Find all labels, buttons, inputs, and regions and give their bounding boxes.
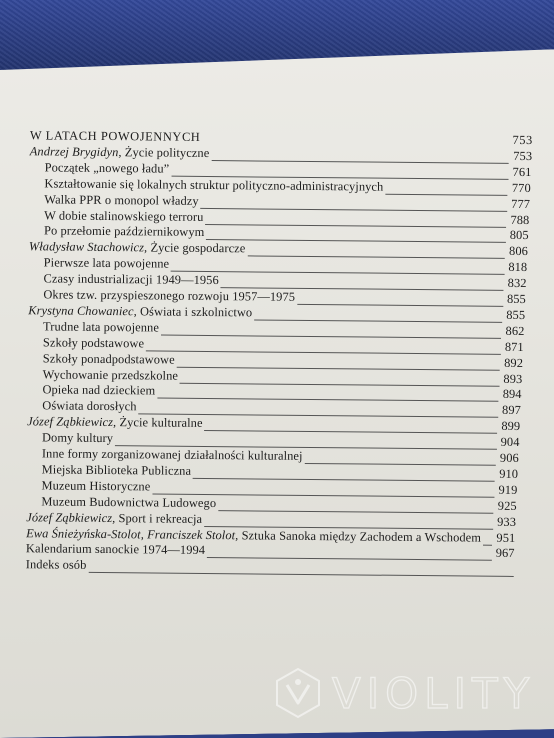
- toc-entry-text: Oświata i szkolnictwo: [136, 304, 253, 320]
- toc-entry-title: [43, 366, 179, 383]
- watermark-text: VIOLITY: [332, 668, 536, 718]
- toc-entry-author: Krystyna Chowaniec,: [28, 303, 137, 319]
- toc-entry-text: Muzeum Historyczne: [41, 478, 151, 494]
- toc-entry-text: Trudne lata powojenne: [43, 319, 160, 335]
- toc-page-number: 818: [508, 260, 528, 275]
- toc-entry-title: [42, 430, 113, 447]
- toc-page-number: 805: [509, 228, 529, 243]
- toc-page-number: 910: [499, 466, 519, 481]
- toc-entry-text: Początek „nowego ładu”: [44, 160, 170, 176]
- toc-page-number: 906: [499, 450, 519, 465]
- toc-page-number: 925: [497, 498, 517, 513]
- toc-page-number: 919: [498, 482, 518, 497]
- toc-entry-text: Życie kulturalne: [116, 415, 203, 431]
- toc-page-number: 899: [501, 419, 521, 434]
- toc-entry-text: Miejska Biblioteka Publiczna: [41, 462, 192, 478]
- toc-entry-title: [26, 557, 87, 574]
- toc-page-number: 897: [501, 403, 522, 418]
- toc-entry-text: Kalendarium sanockie 1974—1994: [25, 541, 206, 558]
- toc-page-number: 862: [505, 323, 525, 338]
- violity-logo-icon: [272, 667, 324, 719]
- toc-entry-text: Po przełomie październikowym: [43, 223, 205, 240]
- toc-entry-text: Sztuka Sanoka między Zachodem a Wschodem: [238, 527, 482, 545]
- watermark: [272, 663, 542, 723]
- toc-entry-title: [43, 334, 144, 351]
- toc-entry-text: Kształtowanie się lokalnych struktur polityczno-administracyjnych: [44, 176, 384, 194]
- toc-page-number: 967: [495, 546, 515, 561]
- toc-entry-author: Andrzej Brygidyn,: [29, 144, 122, 160]
- toc-page-number: 855: [506, 307, 526, 322]
- toc-page-number: 788: [510, 212, 530, 227]
- toc-entry-title: [44, 191, 199, 208]
- toc-page-number: 904: [500, 434, 520, 450]
- toc-entry-title: [27, 413, 203, 431]
- toc-page-number: 770: [511, 180, 531, 195]
- toc-page-number: 894: [502, 387, 522, 402]
- toc-entry-title: [44, 207, 203, 225]
- toc-entry-text: Indeks osób: [25, 557, 87, 573]
- toc-entry-text: Życie gospodarcze: [147, 240, 246, 256]
- toc-entry-title: [30, 127, 201, 145]
- toc-page-number: 893: [503, 371, 523, 386]
- toc-page-number: 855: [506, 291, 526, 307]
- toc-entry-title: [44, 223, 205, 241]
- toc-entry-text: Walka PPR o monopol władzy: [44, 192, 199, 208]
- toc-page-number: 777: [511, 196, 531, 211]
- toc-entry-title: [42, 461, 192, 478]
- toc-entry-title: [41, 493, 216, 511]
- toc-page-number: 892: [504, 355, 524, 370]
- toc-entry-text: Czasy industrializacji 1949—1956: [43, 271, 219, 288]
- toc-entry-text: Pierwsze lata powojenne: [43, 255, 170, 271]
- toc-entry-text: Domy kultury: [41, 430, 114, 446]
- toc-page-number: 806: [509, 244, 529, 259]
- toc-entry-title: [43, 271, 218, 289]
- toc-entry-text: Inne formy zorganizowanej działalności kulturalnej: [41, 446, 303, 463]
- toc-entry-author: Ewa Śnieżyńska-Stolot, Franciszek Stolot,: [26, 525, 239, 542]
- toc-entry-title: [26, 541, 205, 559]
- toc-entry-title: [44, 255, 170, 272]
- toc-entry-text: Szkoły podstawowe: [42, 335, 145, 351]
- toc-entry-text: Życie polityczne: [121, 145, 210, 160]
- toc-entry-text: Wychowanie przedszkolne: [42, 366, 179, 383]
- toc-entry-text: Sport i rekreacja: [115, 510, 203, 526]
- toc-entry-text: Opieka nad dzieckiem: [42, 382, 156, 398]
- toc-page-number: 933: [497, 514, 517, 529]
- toc-entry-author: Józef Ząbkiewicz,: [27, 414, 117, 430]
- toc-entry-text: Szkoły ponadpodstawowe: [42, 351, 175, 367]
- toc-entry-text: Oświata dorosłych: [42, 398, 137, 414]
- toc-page-number: 753: [512, 132, 533, 148]
- toc-entry-title: [26, 509, 202, 527]
- toc-entry-text: Okres tzw. przyspieszonego rozwoju 1957—1975: [43, 287, 296, 304]
- toc-entry-author: Józef Ząbkiewicz,: [26, 509, 116, 525]
- toc-page-number: 761: [512, 164, 532, 179]
- toc-page-number: 832: [507, 275, 527, 291]
- toc-entry-title: [43, 318, 159, 335]
- toc-entry-text: Muzeum Budownictwa Ludowego: [41, 494, 217, 510]
- toc-entry-title: [42, 398, 136, 415]
- toc-entry-title: [30, 143, 210, 161]
- toc-entry-author: Władysław Stachowicz,: [28, 239, 148, 255]
- toc-entry-title: [41, 477, 150, 494]
- toc-entry-title: [45, 159, 170, 176]
- toc-page-number: 951: [496, 530, 516, 545]
- toc-page-number: 871: [504, 339, 524, 354]
- toc-entry-title: [43, 350, 175, 367]
- toc-entry-text: W LATACH POWOJENNYCH: [29, 128, 201, 144]
- toc-entry-title: [42, 382, 155, 399]
- toc-page-number: 753: [513, 148, 533, 164]
- toc-entry-text: W dobie stalinowskiego terroru: [44, 207, 204, 224]
